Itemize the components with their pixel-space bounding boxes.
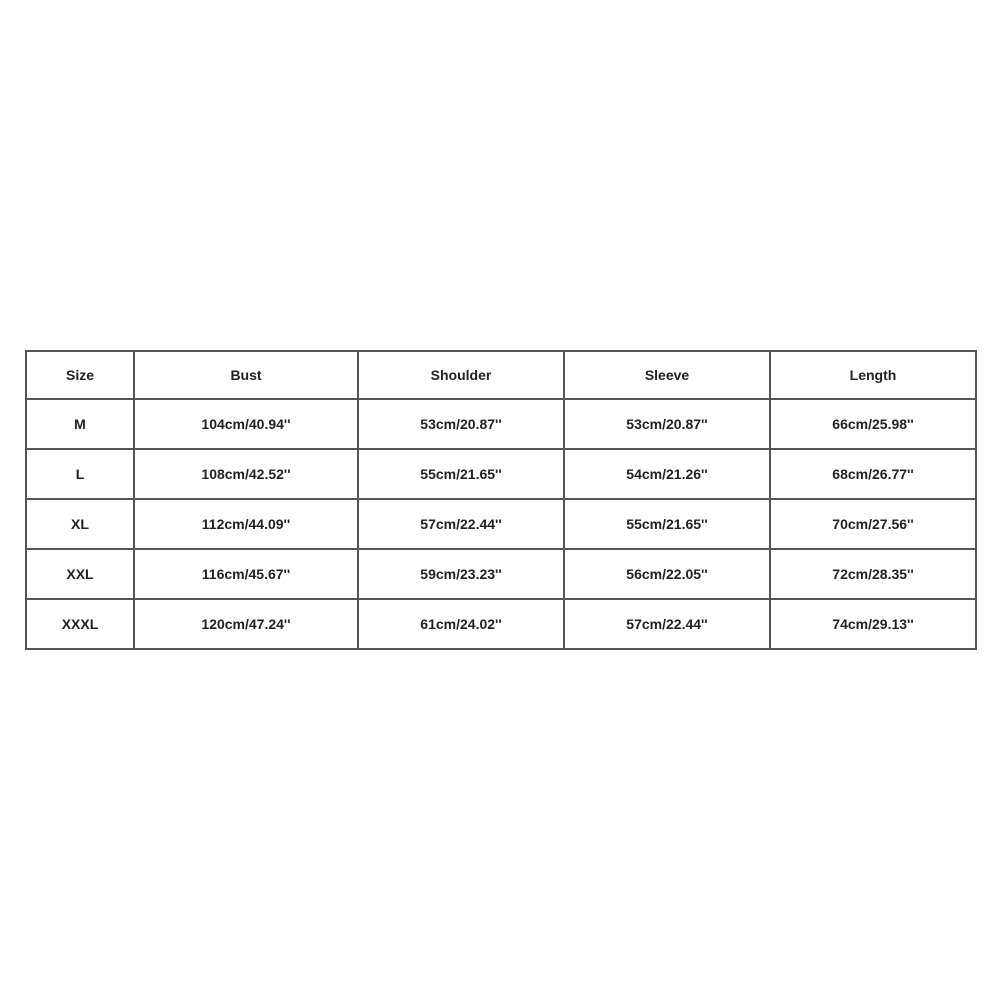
table-row [26, 499, 976, 549]
cell-size: XXL [26, 549, 134, 599]
cell-sleeve: 56cm/22.05'' [564, 549, 770, 599]
header-size: Size [26, 351, 134, 399]
cell-length: 66cm/25.98'' [770, 399, 976, 449]
cell-shoulder: 57cm/22.44'' [358, 499, 564, 549]
cell-length: 72cm/28.35'' [770, 549, 976, 599]
cell-length: 74cm/29.13'' [770, 599, 976, 649]
cell-length: 70cm/27.56'' [770, 499, 976, 549]
cell-bust: 108cm/42.52'' [134, 449, 358, 499]
cell-size: XL [26, 499, 134, 549]
cell-size: M [26, 399, 134, 449]
cell-shoulder: 55cm/21.65'' [358, 449, 564, 499]
header-length: Length [770, 351, 976, 399]
cell-bust: 116cm/45.67'' [134, 549, 358, 599]
cell-sleeve: 55cm/21.65'' [564, 499, 770, 549]
cell-shoulder: 59cm/23.23'' [358, 549, 564, 599]
cell-size: L [26, 449, 134, 499]
cell-size: XXXL [26, 599, 134, 649]
table-row [26, 599, 976, 649]
table-row [26, 549, 976, 599]
cell-sleeve: 57cm/22.44'' [564, 599, 770, 649]
size-chart-table [25, 350, 977, 650]
cell-shoulder: 53cm/20.87'' [358, 399, 564, 449]
table-row [26, 449, 976, 499]
cell-bust: 120cm/47.24'' [134, 599, 358, 649]
header-bust: Bust [134, 351, 358, 399]
header-sleeve: Sleeve [564, 351, 770, 399]
table-row [26, 399, 976, 449]
table-header-row [26, 351, 976, 399]
cell-length: 68cm/26.77'' [770, 449, 976, 499]
cell-shoulder: 61cm/24.02'' [358, 599, 564, 649]
cell-bust: 112cm/44.09'' [134, 499, 358, 549]
cell-bust: 104cm/40.94'' [134, 399, 358, 449]
cell-sleeve: 53cm/20.87'' [564, 399, 770, 449]
header-shoulder: Shoulder [358, 351, 564, 399]
cell-sleeve: 54cm/21.26'' [564, 449, 770, 499]
